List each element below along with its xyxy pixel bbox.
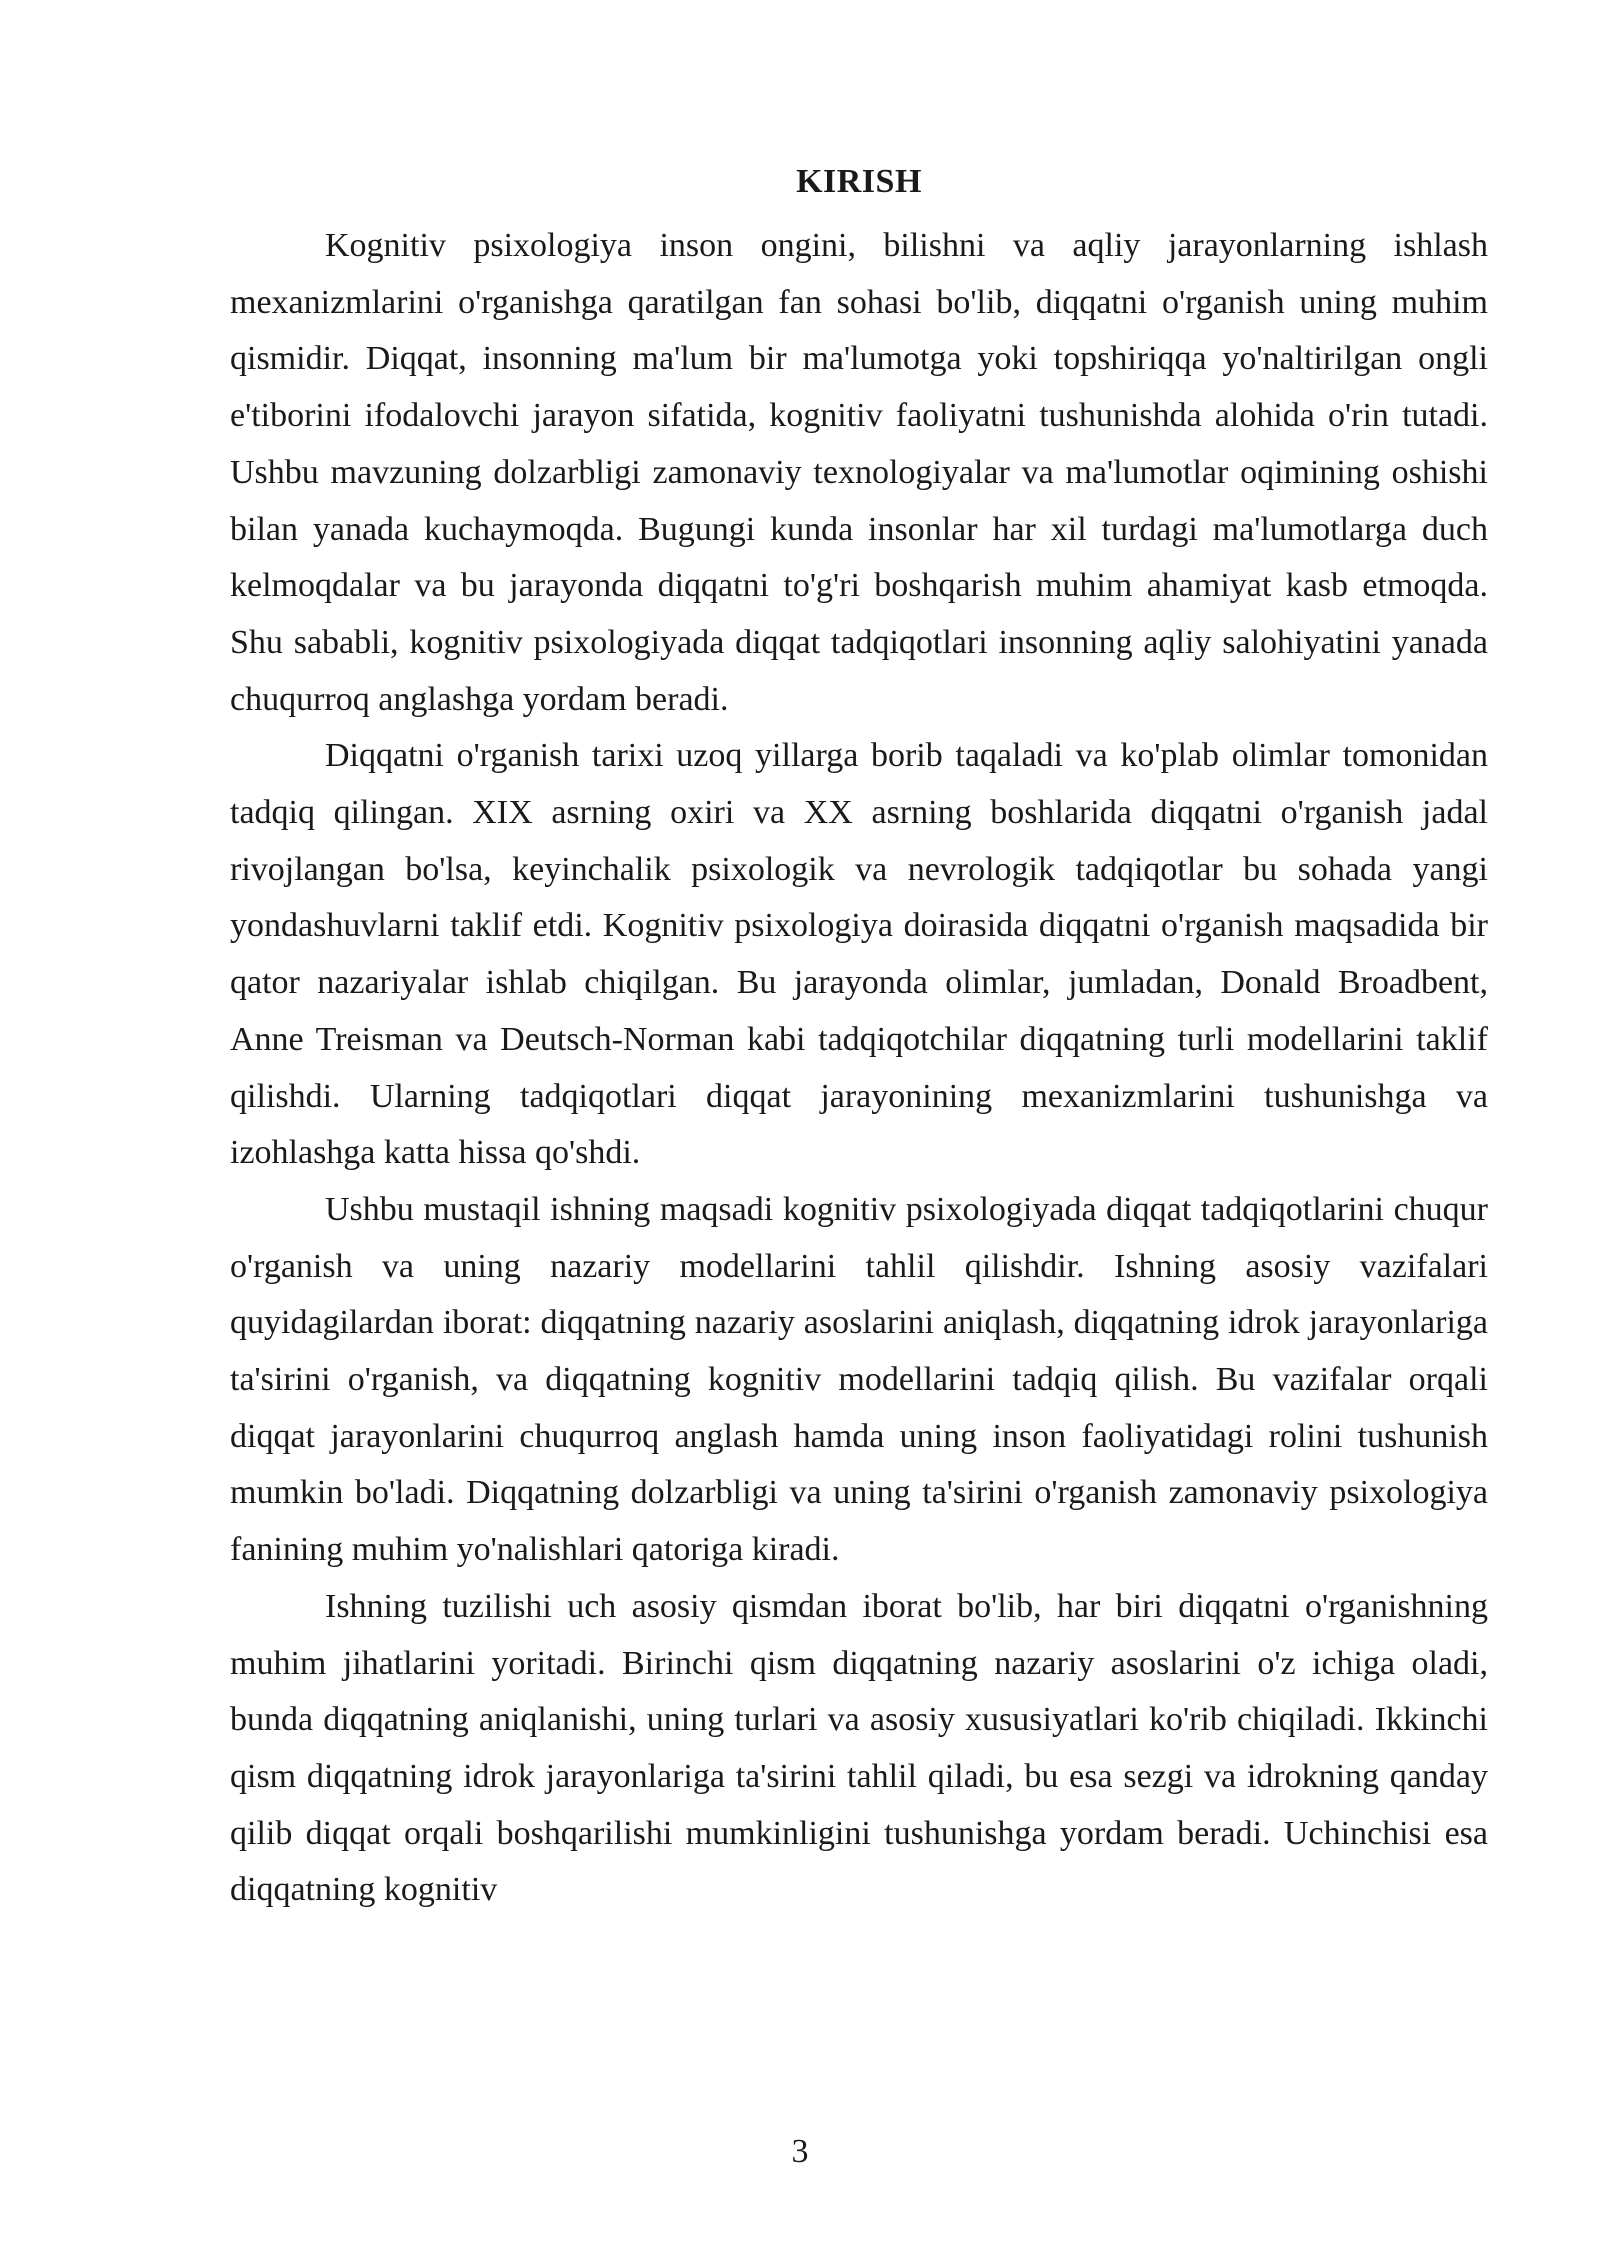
paragraph-intro: Kognitiv psixologiya inson ongini, bilishni va aqliy jarayonlarning ishlash mexanizmlarini o'rganishga qaratilgan fan sohasi bo'lib, diqqatni o'rganish uning muhim qismidir. Diqqat, insonning ma'lum bir ma'lumotga yoki topshiriqqa yo'naltirilgan ongli e'tiborini ifodalovchi jarayon sifatida, kognitiv faoliyatni tushunishda alohida o'rin tutadi. Ushbu mavzuning dolzarbligi zamonaviy texnologiyalar va ma'lumotlar oqimining oshishi bilan yanada kuchaymoqda. Bugungi kunda insonlar har xil turdagi ma'lumotlarga duch kelmoqdalar va bu jarayonda diqqatni to'g'ri boshqarish muhim ahamiyat kasb etmoqda. Shu sababli, kognitiv psixologiyada diqqat tadqiqotlari insonning aqliy salohiyatini yanada chuqurroq anglashga yordam beradi.	[230, 227, 1488, 718]
paragraph-history: Diqqatni o'rganish tarixi uzoq yillarga borib taqaladi va ko'plab olimlar tomonidan tadqiq qilingan. XIX asrning oxiri va XX asrning boshlarida diqqatni o'rganish jadal rivojlangan bo'lsa, keyinchalik psixologik va nevrologik tadqiqotlar bu sohada yangi yondashuvlarni taklif etdi. Kognitiv psixologiya doirasida diqqatni o'rganish maqsadida bir qator nazariyalar ishlab chiqilgan. Bu jarayonda olimlar, jumladan, Donald Broadbent, Anne Treisman va Deutsch-Norman kabi tadqiqotchilar diqqatning turli modellarini taklif qilishdi. Ularning tadqiqotlari diqqat jarayonining mexanizmlarini tushunishga va izohlashga katta hissa qo'shdi.	[230, 737, 1488, 1172]
page-content	[230, 160, 1488, 1919]
section-heading: KIRISH	[796, 163, 922, 200]
paragraph-structure: Ishning tuzilishi uch asosiy qismdan iborat bo'lib, har biri diqqatni o'rganishning muhim jihatlarini yoritadi. Birinchi qism diqqatning nazariy asoslarini o'z ichiga oladi, bunda diqqatning aniqlanishi, uning turlari va asosiy xususiyatlari ko'rib chiqiladi. Ikkinchi qism diqqatning idrok jarayonlariga ta'sirini tahlil qiladi, bu esa sezgi va idrokning qanday qilib diqqat orqali boshqarilishi mumkinligini tushunishga yordam beradi. Uchinchisi esa diqqatning kognitiv	[230, 1587, 1488, 1909]
page-number: 3	[791, 2133, 809, 2170]
paragraph-goals: Ushbu mustaqil ishning maqsadi kognitiv psixologiyada diqqat tadqiqotlarini chuqur o'rganish va uning nazariy modellarini tahlil qilishdir. Ishning asosiy vazifalari quyidagilardan iborat: diqqatning nazariy asoslarini aniqlash, diqqatning idrok jarayonlariga ta'sirini o'rganish, va diqqatning kognitiv modellarini tadqiq qilish. Bu vazifalar orqali diqqat jarayonlarini chuqurroq anglash hamda uning inson faoliyatidagi rolini tushunish mumkin bo'ladi. Diqqatning dolzarbligi va uning ta'sirini o'rganish zamonaviy psixologiya fanining muhim yo'nalishlari qatoriga kiradi.	[230, 1190, 1488, 1569]
